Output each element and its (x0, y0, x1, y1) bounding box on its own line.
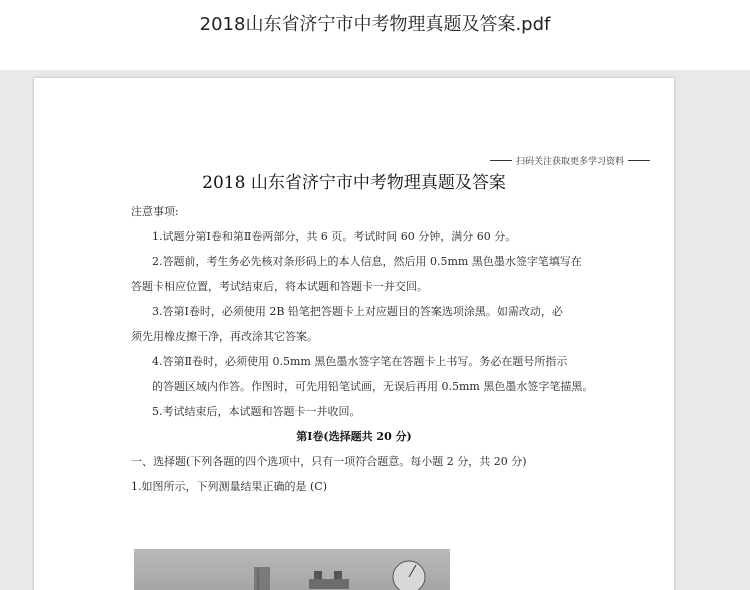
divider (628, 160, 650, 161)
question-1: 1.如图所示，下列测量结果正确的是 (C) (131, 480, 327, 493)
notice-line: 5.考试结束后，本试题和答题卡一并收回。 (152, 405, 361, 418)
notice-line: 1.试题分第Ⅰ卷和第Ⅱ卷两部分，共 6 页。考试时间 60 分钟，满分 60 分。 (152, 230, 517, 243)
notice-line: 的答题区域内作答。作图时，可先用铅笔试画，无误后再用 0.5mm 黑色墨水签字笔描黑。 (152, 380, 594, 393)
divider (490, 160, 512, 161)
notice-line: 须先用橡皮擦干净，再改涂其它答案。 (131, 330, 318, 343)
part-one-heading: 一、选择题(下列各题的四个选项中，只有一项符合题意。每小题 2 分，共 20 分) (131, 455, 527, 468)
meter-dial (393, 561, 425, 590)
title-bar (0, 0, 750, 70)
notice-line: 2.答题前，考生务必先核对条形码上的本人信息，然后用 0.5mm 黑色墨水签字笔填写在 (152, 255, 582, 268)
notice-line: 3.答第Ⅰ卷时，必须使用 2B 铅笔把答题卡上对应题目的答案选项涂黑。如需改动，必 (152, 305, 563, 318)
figure-illustration (134, 549, 450, 590)
question-figure (134, 549, 450, 590)
notice-heading: 注意事项: (131, 205, 179, 218)
balance-shape (309, 579, 349, 589)
pdf-page (34, 78, 674, 590)
promo-text: 扫码关注获取更多学习资料 (515, 157, 624, 167)
pdf-viewer[interactable] (0, 70, 750, 590)
notice-line: 答题卡相应位置，考试结束后，将本试题和答题卡一并交回。 (131, 280, 428, 293)
notice-line: 4.答第Ⅱ卷时，必须使用 0.5mm 黑色墨水签字笔在答题卡上书写。务必在题号所指示 (152, 355, 568, 368)
promo-banner (486, 154, 654, 167)
ruler-shape (254, 567, 270, 590)
file-title: 2018山东省济宁市中考物理真题及答案.pdf (199, 14, 551, 35)
document-title: 2018 山东省济宁市中考物理真题及答案 (202, 173, 506, 193)
section-title: 第Ⅰ卷(选择题共 20 分) (296, 430, 412, 443)
